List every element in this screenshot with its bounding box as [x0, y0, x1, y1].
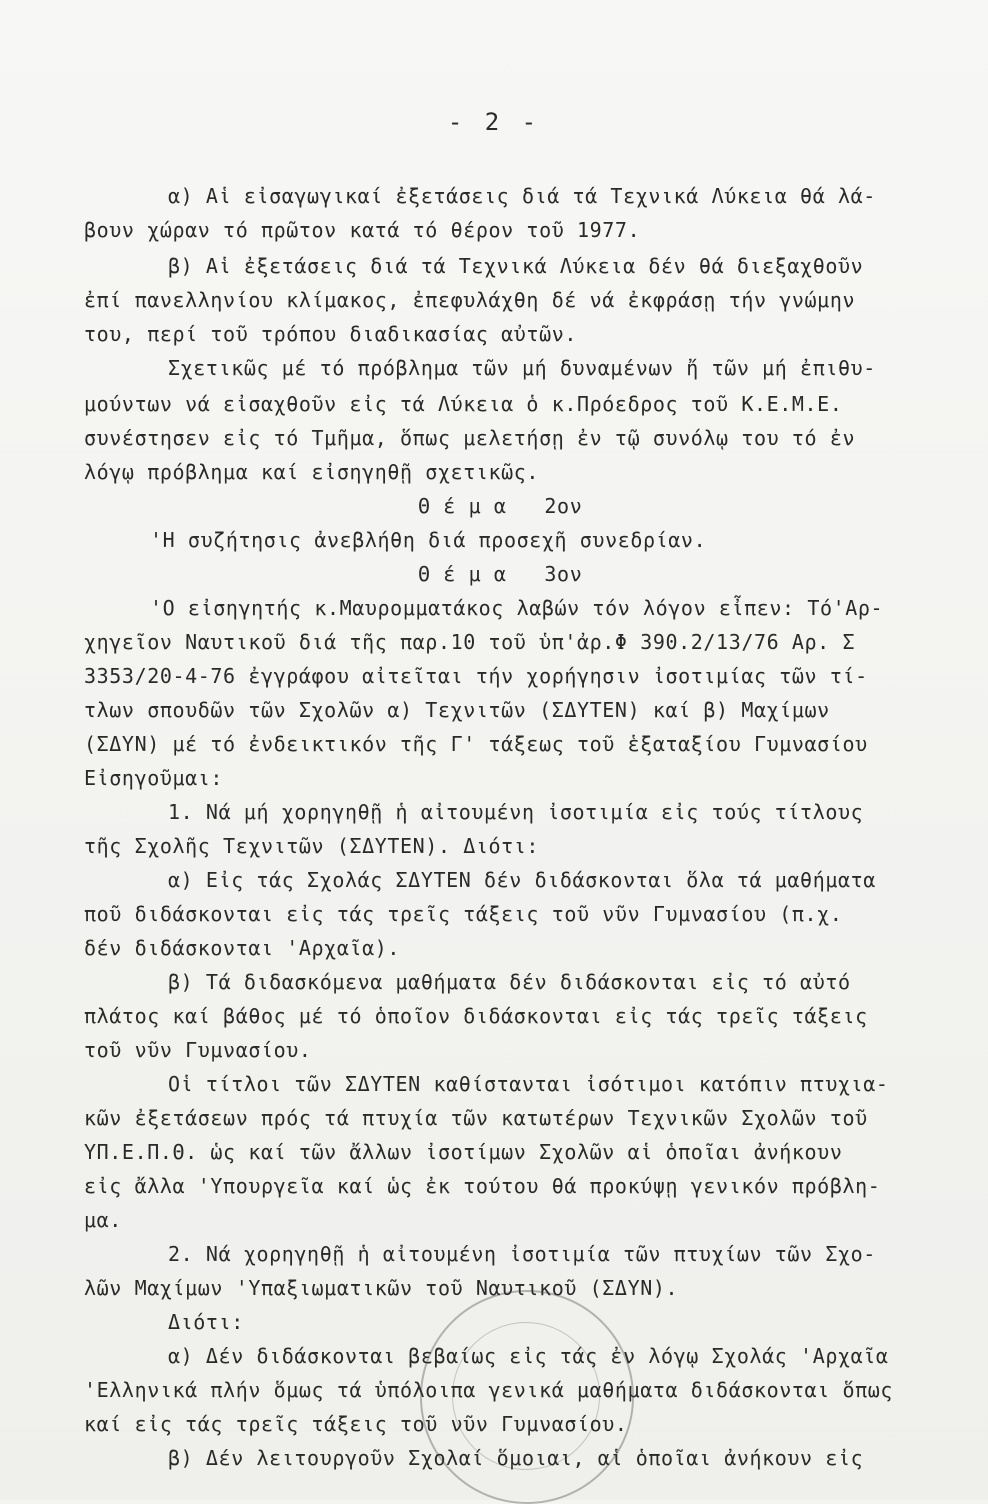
text-line: πλάτος καί βάθος μέ τό ὁποῖον διδάσκονται εἰς τάς τρεῖς τάξεις — [84, 1004, 868, 1028]
text-line: Διότι: — [168, 1310, 244, 1334]
page-number: - 2 - — [447, 108, 541, 136]
text-line: μα. — [84, 1208, 122, 1232]
text-line: εἰς ἄλλα 'Υπουργεῖα καί ὡς ἐκ τούτου θά προκύψῃ γενικόν πρόβλη- — [84, 1174, 881, 1198]
text-line: κῶν ἐξετάσεων πρός τά πτυχία τῶν κατωτέρων Τεχνικῶν Σχολῶν τοῦ — [84, 1106, 868, 1130]
text-line: 2. Νά χορηγηθῇ ἡ αἰτουμένη ἰσοτιμία τῶν πτυχίων τῶν Σχο- — [168, 1242, 876, 1266]
text-line: του, περί τοῦ τρόπου διαδικασίας αὐτῶν. — [84, 322, 577, 346]
text-line: Οἱ τίτλοι τῶν ΣΔΥΤΕΝ καθίστανται ἰσότιμοι κατόπιν πτυχια- — [168, 1072, 889, 1096]
text-line: μούντων νά εἰσαχθοῦν εἰς τά Λύκεια ὁ κ.Πρόεδρος τοῦ Κ.Ε.Μ.Ε. — [84, 392, 843, 416]
section-heading: Θ έ μ α 2ον — [418, 494, 583, 518]
text-line: 'Ο εἰσηγητής κ.Μαυρομματάκος λαβών τόν λόγον εἶπεν: Τό'Αρ- — [150, 596, 884, 620]
text-line: δέν διδάσκονται 'Αρχαῖα). — [84, 936, 401, 960]
text-line: ἐπί πανελληνίου κλίμακος, ἐπεφυλάχθη δέ νά ἐκφράσῃ τήν γνώμην — [84, 288, 856, 312]
text-line: β) Τά διδασκόμενα μαθήματα δέν διδάσκονται εἰς τό αὐτό — [168, 970, 851, 994]
text-line: τοῦ νῦν Γυμνασίου. — [84, 1038, 312, 1062]
text-line: συνέστησεν εἰς τό Τμῆμα, ὅπως μελετήσῃ ἐν τῷ συνόλῳ του τό ἐν — [84, 426, 856, 450]
text-line: (ΣΔΥΝ) μέ τό ἐνδεικτικόν τῆς Γ' τάξεως τοῦ ἑξαταξίου Γυμνασίου — [84, 732, 868, 756]
text-line: ΥΠ.Ε.Π.Θ. ὡς καί τῶν ἄλλων ἰσοτίμων Σχολῶν αἱ ὁποῖαι ἀνήκουν — [84, 1140, 843, 1164]
text-line: Εἰσηγοῦμαι: — [84, 766, 224, 790]
text-line: Σχετικῶς μέ τό πρόβλημα τῶν μή δυναμένων ἤ τῶν μή ἐπιθυ- — [168, 356, 876, 380]
text-line: 'Ελληνικά πλήν ὅμως τά ὑπόλοιπα γενικά μαθήματα διδάσκονται ὅπως — [84, 1378, 894, 1402]
text-line: β) Δέν λειτουργοῦν Σχολαί ὅμοιαι, αἱ ὁποῖαι ἀνήκουν εἰς — [168, 1446, 864, 1470]
text-line: τλων σπουδῶν τῶν Σχολῶν α) Τεχνιτῶν (ΣΔΥΤΕΝ) καί β) Μαχίμων — [84, 698, 830, 722]
text-line: καί εἰς τάς τρεῖς τάξεις τοῦ νῦν Γυμνασίου. — [84, 1412, 628, 1436]
text-line: β) Αἱ ἐξετάσεις διά τά Τεχνικά Λύκεια δέν θά διεξαχθοῦν — [168, 254, 864, 278]
text-line: α) Εἰς τάς Σχολάς ΣΔΥΤΕΝ δέν διδάσκονται ὅλα τά μαθήματα — [168, 868, 876, 892]
official-stamp — [420, 1290, 634, 1504]
text-line: χηγεῖον Ναυτικοῦ διά τῆς παρ.10 τοῦ ὑπ'ἀρ.Φ 390.2/13/76 Αρ. Σ — [84, 630, 856, 654]
text-line: 'Η συζήτησις ἀνεβλήθη διά προσεχῆ συνεδρίαν. — [150, 528, 707, 552]
text-line: τῆς Σχολῆς Τεχνιτῶν (ΣΔΥΤΕΝ). Διότι: — [84, 834, 540, 858]
text-line: α) Αἱ εἰσαγωγικαί ἐξετάσεις διά τά Τεχνικά Λύκεια θά λά- — [168, 184, 876, 208]
text-line: βουν χώραν τό πρῶτον κατά τό θέρον τοῦ 1977. — [84, 218, 641, 242]
text-line: α) Δέν διδάσκονται βεβαίως εἰς τάς ἐν λόγῳ Σχολάς 'Αρχαῖα — [168, 1344, 889, 1368]
text-line: 3353/20-4-76 ἐγγράφου αἰτεῖται τήν χορήγησιν ἰσοτιμίας τῶν τί- — [84, 664, 868, 688]
text-line: λόγῳ πρόβλημα καί εἰσηγηθῇ σχετικῶς. — [84, 460, 540, 484]
text-line: λῶν Μαχίμων 'Υπαξιωματικῶν τοῦ Ναυτικοῦ (ΣΔΥΝ). — [84, 1276, 679, 1300]
text-line: 1. Νά μή χορηγηθῇ ἡ αἰτουμένη ἰσοτιμία εἰς τούς τίτλους — [168, 800, 864, 824]
text-line: ποῦ διδάσκονται εἰς τάς τρεῖς τάξεις τοῦ νῦν Γυμνασίου (π.χ. — [84, 902, 843, 926]
section-heading: Θ έ μ α 3ον — [418, 562, 583, 586]
